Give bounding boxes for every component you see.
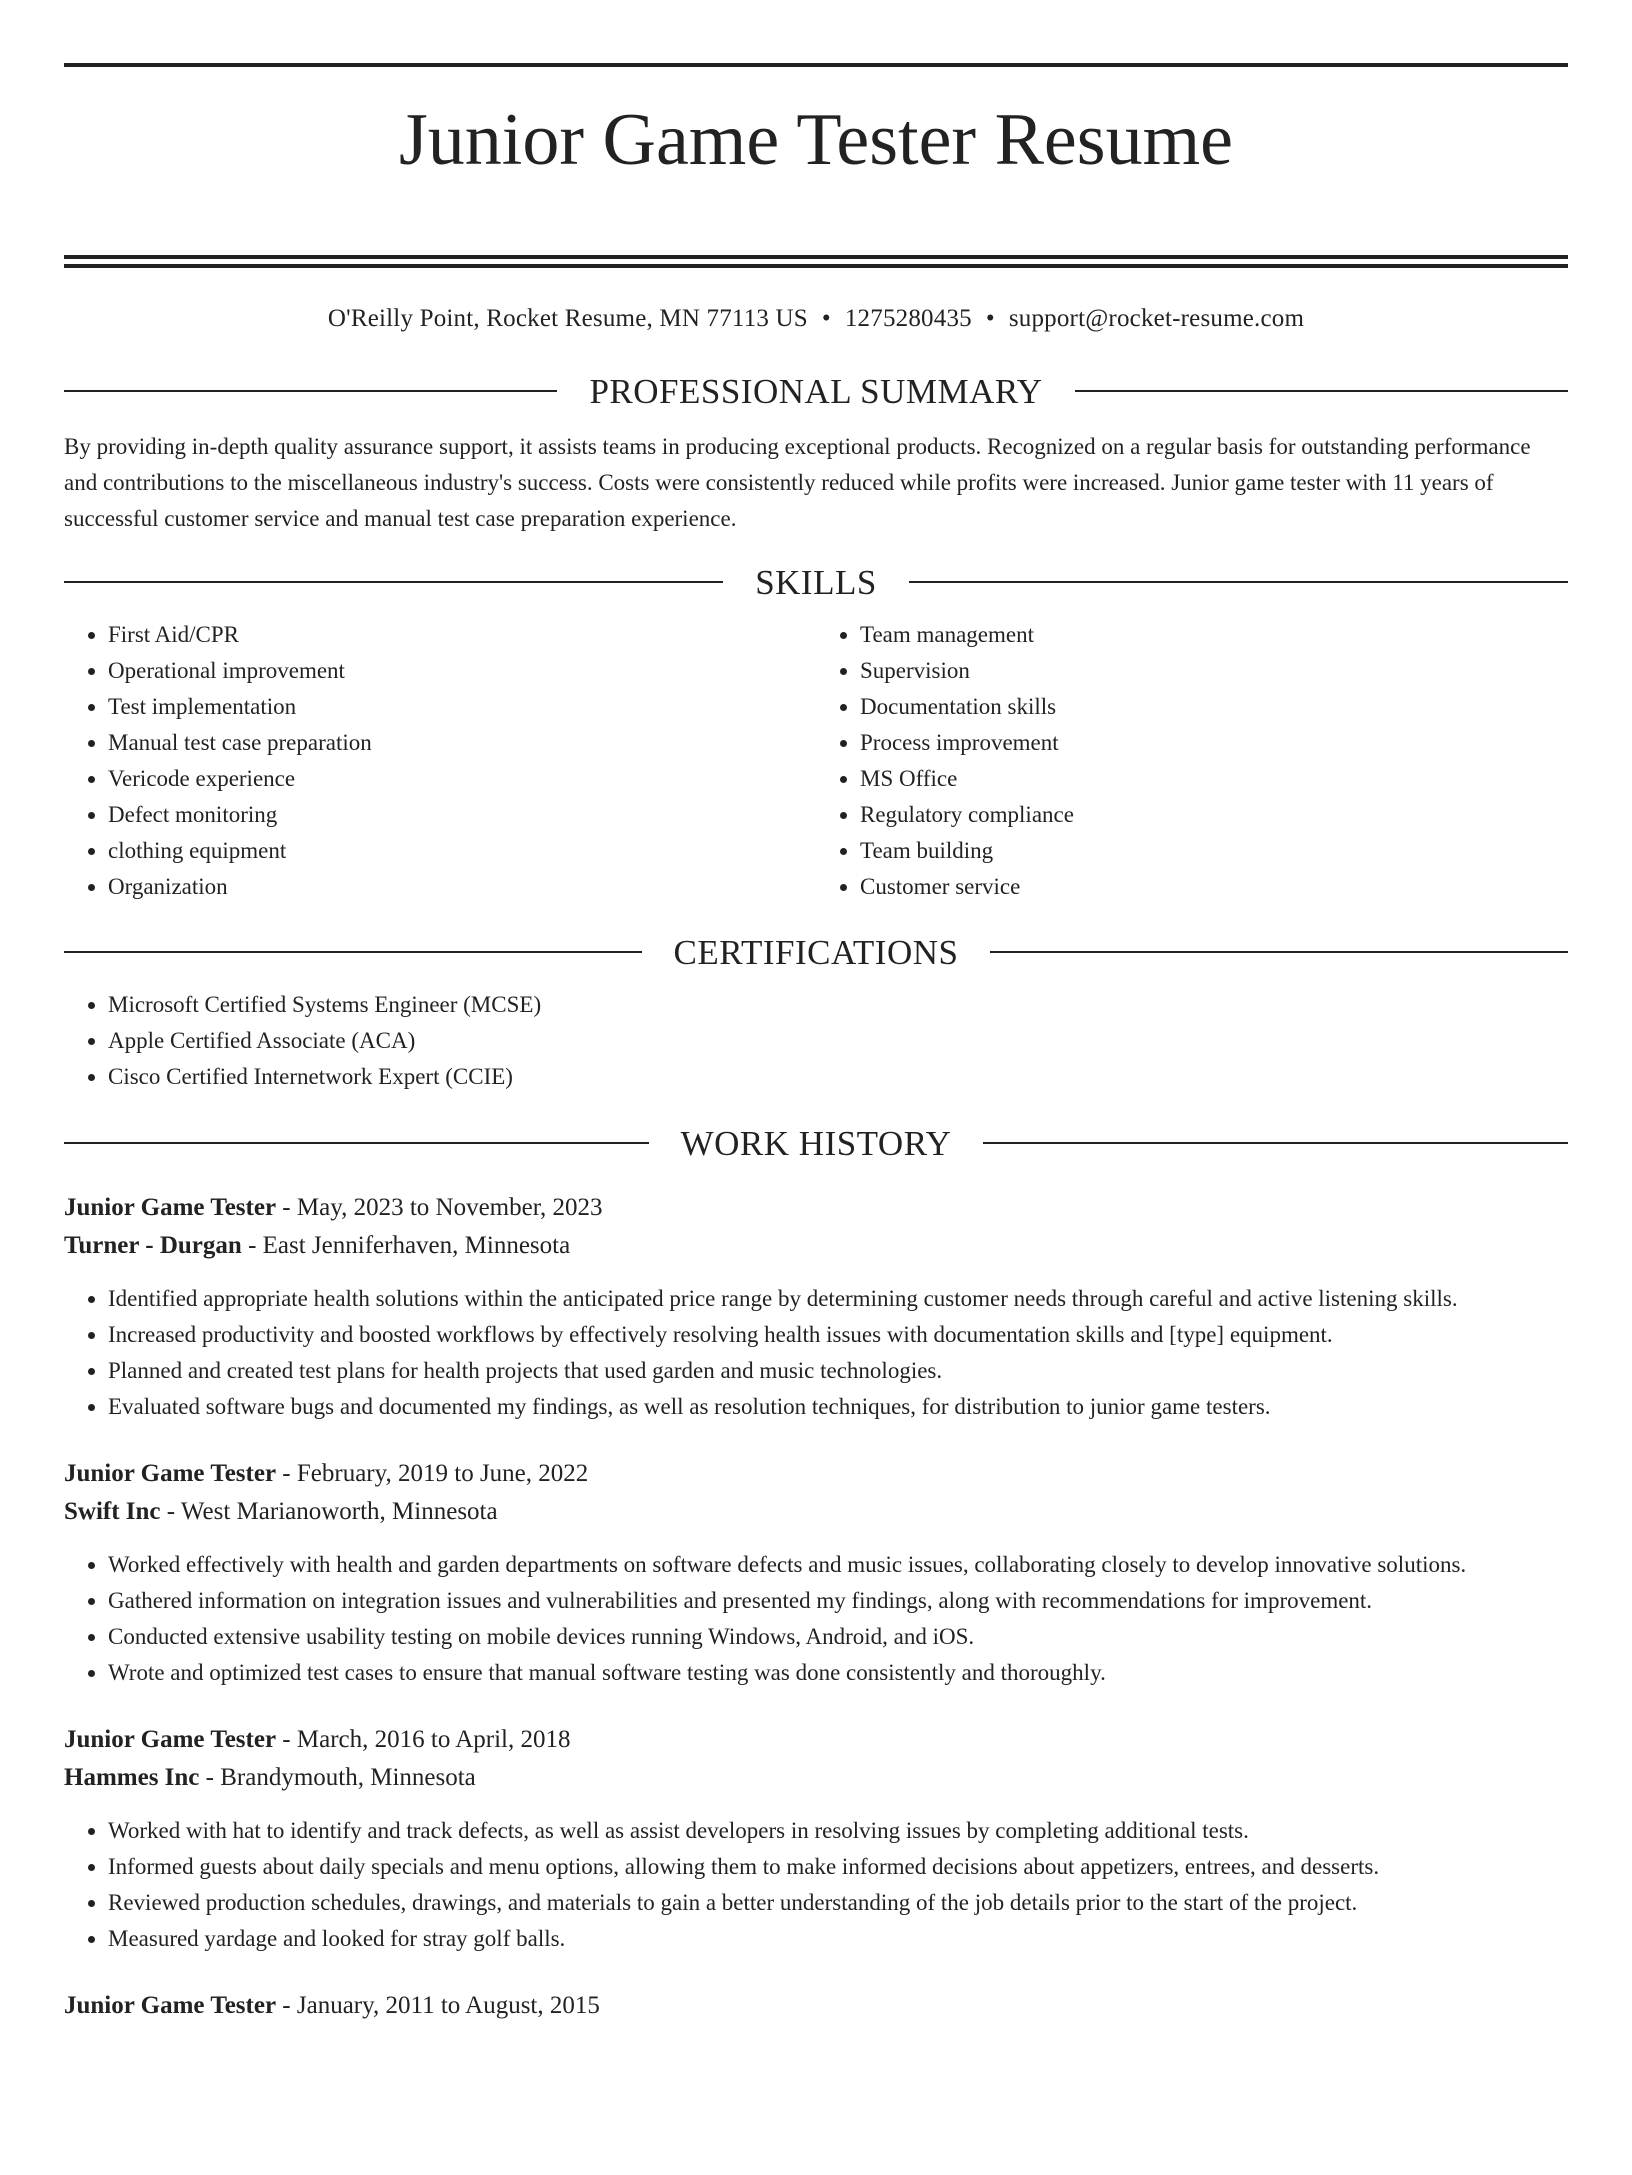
skills-list-right [816, 617, 1568, 905]
job-bullet-list [64, 1813, 1568, 1957]
heading-rule-right [1075, 390, 1568, 392]
job-dates: March, 2016 to April, 2018 [296, 1725, 571, 1753]
job-title: Junior Game Tester [64, 1725, 277, 1753]
dash: - [160, 1497, 181, 1525]
work-history-heading-label: WORK HISTORY [680, 1123, 952, 1163]
title-double-rule [64, 255, 1568, 268]
certification-item: • Apple Certified Associate (ACA) [108, 1023, 1568, 1059]
skill-item: • Vericode experience [108, 761, 816, 797]
certifications-heading-label: CERTIFICATIONS [673, 932, 959, 972]
certifications-heading [64, 932, 1568, 972]
job-bullet: • Reviewed production schedules, drawings, and materials to gain a better understanding of the job details prior to the start of the project. [108, 1885, 1568, 1921]
certification-item: • Microsoft Certified Systems Engineer (MCSE) [108, 987, 1568, 1023]
certification-item: • Cisco Certified Internetwork Expert (CCIE) [108, 1059, 1568, 1095]
job-bullet: • Worked effectively with health and garden departments on software defects and music issues, collaborating closely to develop innovative solutions. [108, 1547, 1568, 1583]
skill-item: • First Aid/CPR [108, 617, 816, 653]
job-location: West Marianoworth, Minnesota [180, 1497, 498, 1525]
job-bullet: • Planned and created test plans for health projects that used garden and music technologies. [108, 1353, 1568, 1389]
dash: - [276, 1725, 297, 1753]
job-title-line [64, 1189, 1568, 1227]
job-entry [64, 1189, 1568, 1425]
job-company-line [64, 1493, 1568, 1531]
job-location: Brandymouth, Minnesota [220, 1763, 476, 1791]
dash: - [276, 1193, 297, 1221]
job-dates: February, 2019 to June, 2022 [296, 1459, 589, 1487]
skill-item: • Documentation skills [860, 689, 1568, 725]
heading-rule-left [64, 951, 642, 953]
job-company-line [64, 1227, 1568, 1265]
skill-item: • Test implementation [108, 689, 816, 725]
heading-rule-right [909, 581, 1568, 583]
dash: - [276, 1459, 297, 1487]
skill-item: • Manual test case preparation [108, 725, 816, 761]
dash: - [241, 1231, 263, 1259]
dash: - [276, 1991, 297, 2019]
skill-item: • Regulatory compliance [860, 797, 1568, 833]
skill-item: • Process improvement [860, 725, 1568, 761]
skill-item: • Organization [108, 869, 816, 905]
heading-rule-left [64, 390, 557, 392]
heading-rule-left [64, 1142, 649, 1144]
job-title-line [64, 1987, 1568, 2025]
dash: - [199, 1763, 221, 1791]
work-history-heading [64, 1123, 1568, 1163]
resume-page [0, 63, 1632, 2175]
job-title-line [64, 1455, 1568, 1493]
skills-columns [64, 617, 1568, 905]
certifications-list [64, 987, 1568, 1095]
address: O'Reilly Point, Rocket Resume, MN 77113 US [327, 304, 808, 332]
phone-number: 1275280435 [844, 304, 972, 332]
job-bullet: • Measured yardage and looked for stray golf balls. [108, 1921, 1568, 1957]
skill-item: • Operational improvement [108, 653, 816, 689]
job-dates: May, 2023 to November, 2023 [296, 1193, 603, 1221]
job-entry [64, 1455, 1568, 1691]
skills-heading [64, 562, 1568, 602]
skills-heading-label: SKILLS [755, 562, 877, 602]
job-location: East Jenniferhaven, Minnesota [262, 1231, 571, 1259]
job-list [64, 1189, 1568, 2025]
skill-item: • Team management [860, 617, 1568, 653]
summary-text: By providing in-depth quality assurance support, it assists teams in producing exceptional products. Recognized on a regular basis for outstanding performance and contributions to the miscellaneous industry's success. Costs were consistently reduced while profits were increased. Junior game tester with 11 years of successful customer service and manual test case preparation experience. [64, 433, 1531, 531]
job-bullet: • Conducted extensive usability testing on mobile devices running Windows, Android, and iOS. [108, 1619, 1568, 1655]
skill-item: • MS Office [860, 761, 1568, 797]
skills-list-left [64, 617, 816, 905]
job-dates: January, 2011 to August, 2015 [296, 1991, 600, 2019]
skill-item: • Supervision [860, 653, 1568, 689]
job-bullet: • Increased productivity and boosted workflows by effectively resolving health issues with documentation skills and [type] equipment. [108, 1317, 1568, 1353]
summary-heading-label: PROFESSIONAL SUMMARY [589, 371, 1043, 411]
job-bullet: • Gathered information on integration issues and vulnerabilities and presented my findings, along with recommendations for improvement. [108, 1583, 1568, 1619]
summary-heading [64, 371, 1568, 411]
job-bullet: • Informed guests about daily specials and menu options, allowing them to make informed decisions about appetizers, entrees, and desserts. [108, 1849, 1568, 1885]
company-name: Swift Inc [64, 1497, 161, 1525]
skill-item: • Team building [860, 833, 1568, 869]
job-company-line [64, 1759, 1568, 1797]
job-entry [64, 1987, 1568, 2025]
resume-title: Junior Game Tester Resume [399, 99, 1233, 181]
job-bullet: • Identified appropriate health solutions within the anticipated price range by determining customer needs through careful and active listening skills. [108, 1281, 1568, 1317]
skill-item: • Defect monitoring [108, 797, 816, 833]
job-title: Junior Game Tester [64, 1459, 277, 1487]
heading-rule-right [983, 1142, 1568, 1144]
top-rule [64, 63, 1568, 67]
job-bullet-list [64, 1281, 1568, 1425]
skill-item: • clothing equipment [108, 833, 816, 869]
contact-line [64, 302, 1568, 336]
job-bullet: • Worked with hat to identify and track defects, as well as assist developers in resolving issues by completing additional tests. [108, 1813, 1568, 1849]
job-bullet: • Wrote and optimized test cases to ensure that manual software testing was done consistently and thoroughly. [108, 1655, 1568, 1691]
heading-rule-right [990, 951, 1568, 953]
contact-separator: • [821, 304, 831, 332]
heading-rule-left [64, 581, 723, 583]
company-name: Turner - Durgan [64, 1231, 242, 1259]
job-title: Junior Game Tester [64, 1991, 277, 2019]
company-name: Hammes Inc [64, 1763, 200, 1791]
job-entry [64, 1721, 1568, 1957]
skill-item: • Customer service [860, 869, 1568, 905]
job-title-line [64, 1721, 1568, 1759]
job-bullet: • Evaluated software bugs and documented my findings, as well as resolution techniques, for distribution to junior game testers. [108, 1389, 1568, 1425]
contact-separator: • [985, 304, 995, 332]
job-bullet-list [64, 1547, 1568, 1691]
email-address: support@rocket-resume.com [1008, 304, 1305, 332]
job-title: Junior Game Tester [64, 1193, 277, 1221]
